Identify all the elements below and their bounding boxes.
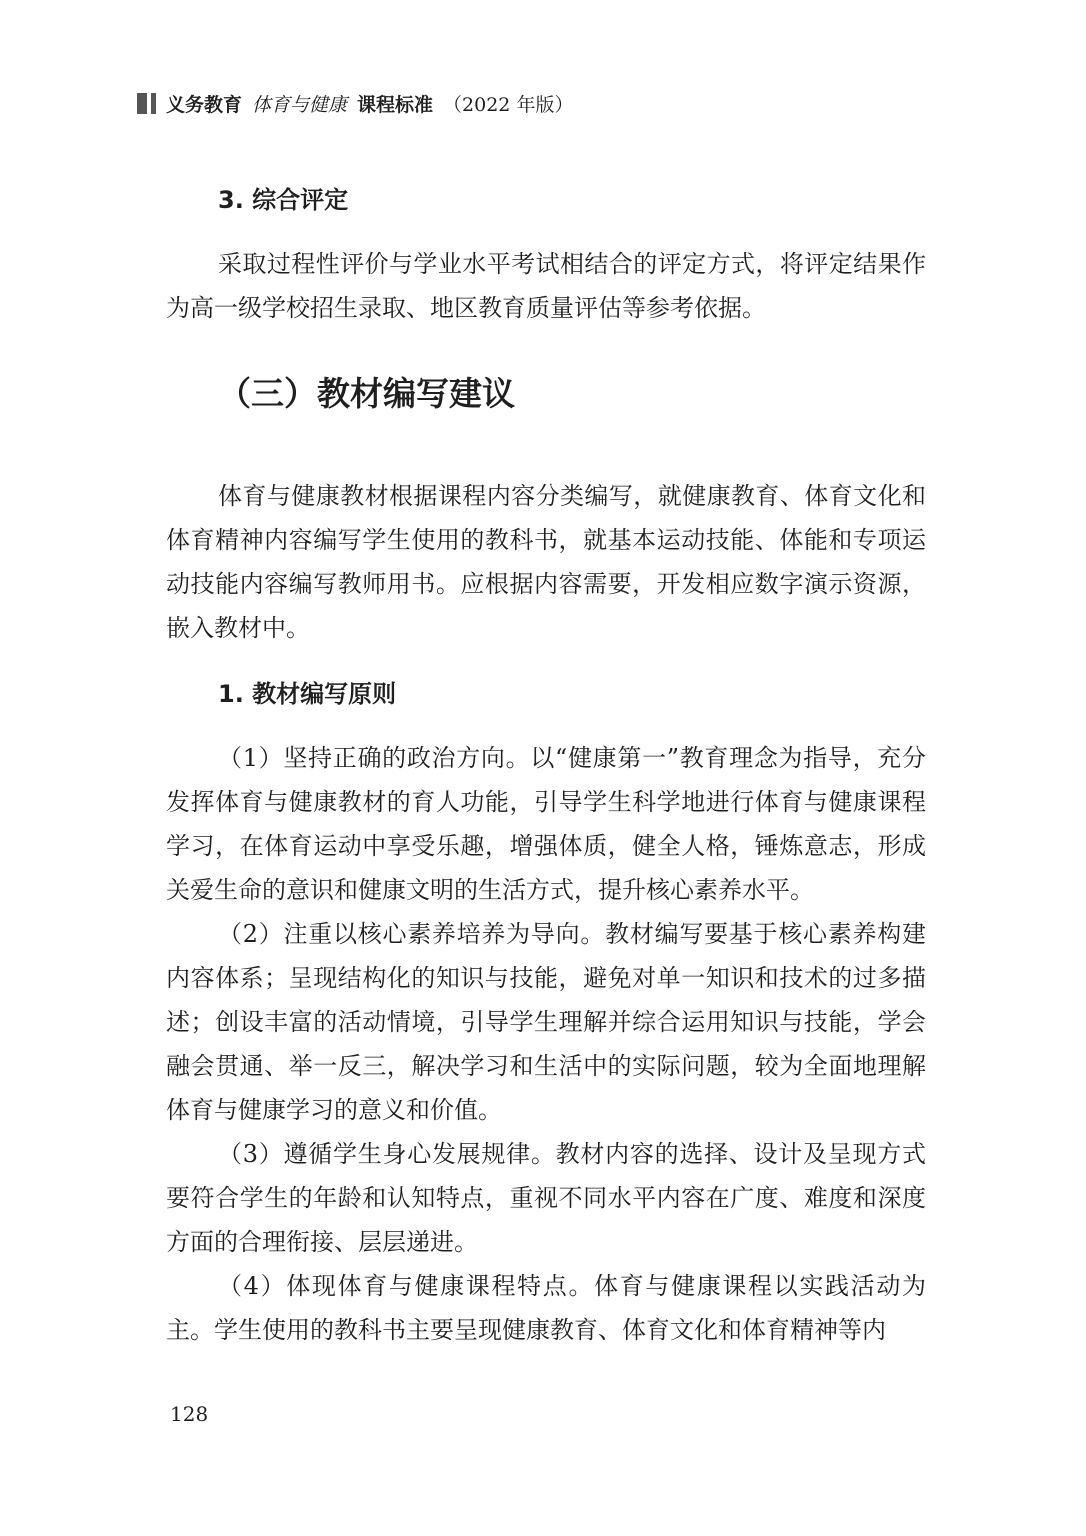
header-title-italic: 体育与健康 — [252, 93, 348, 116]
paragraph-textbook-intro: 体育与健康教材根据课程内容分类编写，就健康教育、体育文化和体育精神内容编写学生使用的教科书，就基本运动技能、体能和专项运动技能内容编写教师用书。应根据内容需要，开发相应数字演示资源，嵌入教材中。 — [166, 482, 926, 642]
principle-paragraph-1: （1）坚持正确的政治方向。以“健康第一”教育理念为指导，充分发挥体育与健康教材的育人功能，引导学生科学地进行体育与健康课程学习，在体育运动中享受乐趣，增强体质，健全人格，锤炼意志，形成关爱生命的意识和健康文明的生活方式，提升核心素养水平。 — [166, 744, 926, 904]
section-title: （三）教材编写建议 — [218, 374, 515, 413]
subsection-heading-1: 1. 教材编写原则 — [218, 680, 397, 708]
header-mark-thick-bar — [137, 93, 147, 114]
header-title-bold: 义务教育 — [166, 93, 243, 116]
page-number: 128 — [170, 1402, 209, 1426]
header-title-rest: 课程标准 — [357, 93, 434, 116]
principle-paragraph-4: （4）体现体育与健康课程特点。体育与健康课程以实践活动为主。学生使用的教科书主要呈现健康教育、体育文化和体育精神等内 — [166, 1272, 926, 1344]
page-body — [166, 178, 926, 1352]
subsection-heading-3: 3. 综合评定 — [218, 186, 349, 214]
paragraph-comprehensive-assessment: 采取过程性评价与学业水平考试相结合的评定方式，将评定结果作为高一级学校招生录取、地区教育质量评估等参考依据。 — [166, 250, 926, 322]
running-header — [137, 88, 573, 118]
principle-paragraph-3: （3）遵循学生身心发展规律。教材内容的选择、设计及呈现方式要符合学生的年龄和认知特点，重视不同水平内容在广度、难度和深度方面的合理衔接、层层递进。 — [166, 1140, 926, 1256]
header-edition: （2022 年版） — [443, 93, 574, 116]
principle-paragraph-2: （2）注重以核心素养培养为导向。教材编写要基于核心素养构建内容体系；呈现结构化的知识与技能，避免对单一知识和技术的过多描述；创设丰富的活动情境，引导学生理解并综合运用知识与技能，学会融会贯通、举一反三，解决学习和生活中的实际问题，较为全面地理解体育与健康学习的意义和价值。 — [166, 920, 926, 1124]
header-mark-icon — [137, 93, 156, 114]
header-mark-thin-bar — [151, 93, 156, 114]
